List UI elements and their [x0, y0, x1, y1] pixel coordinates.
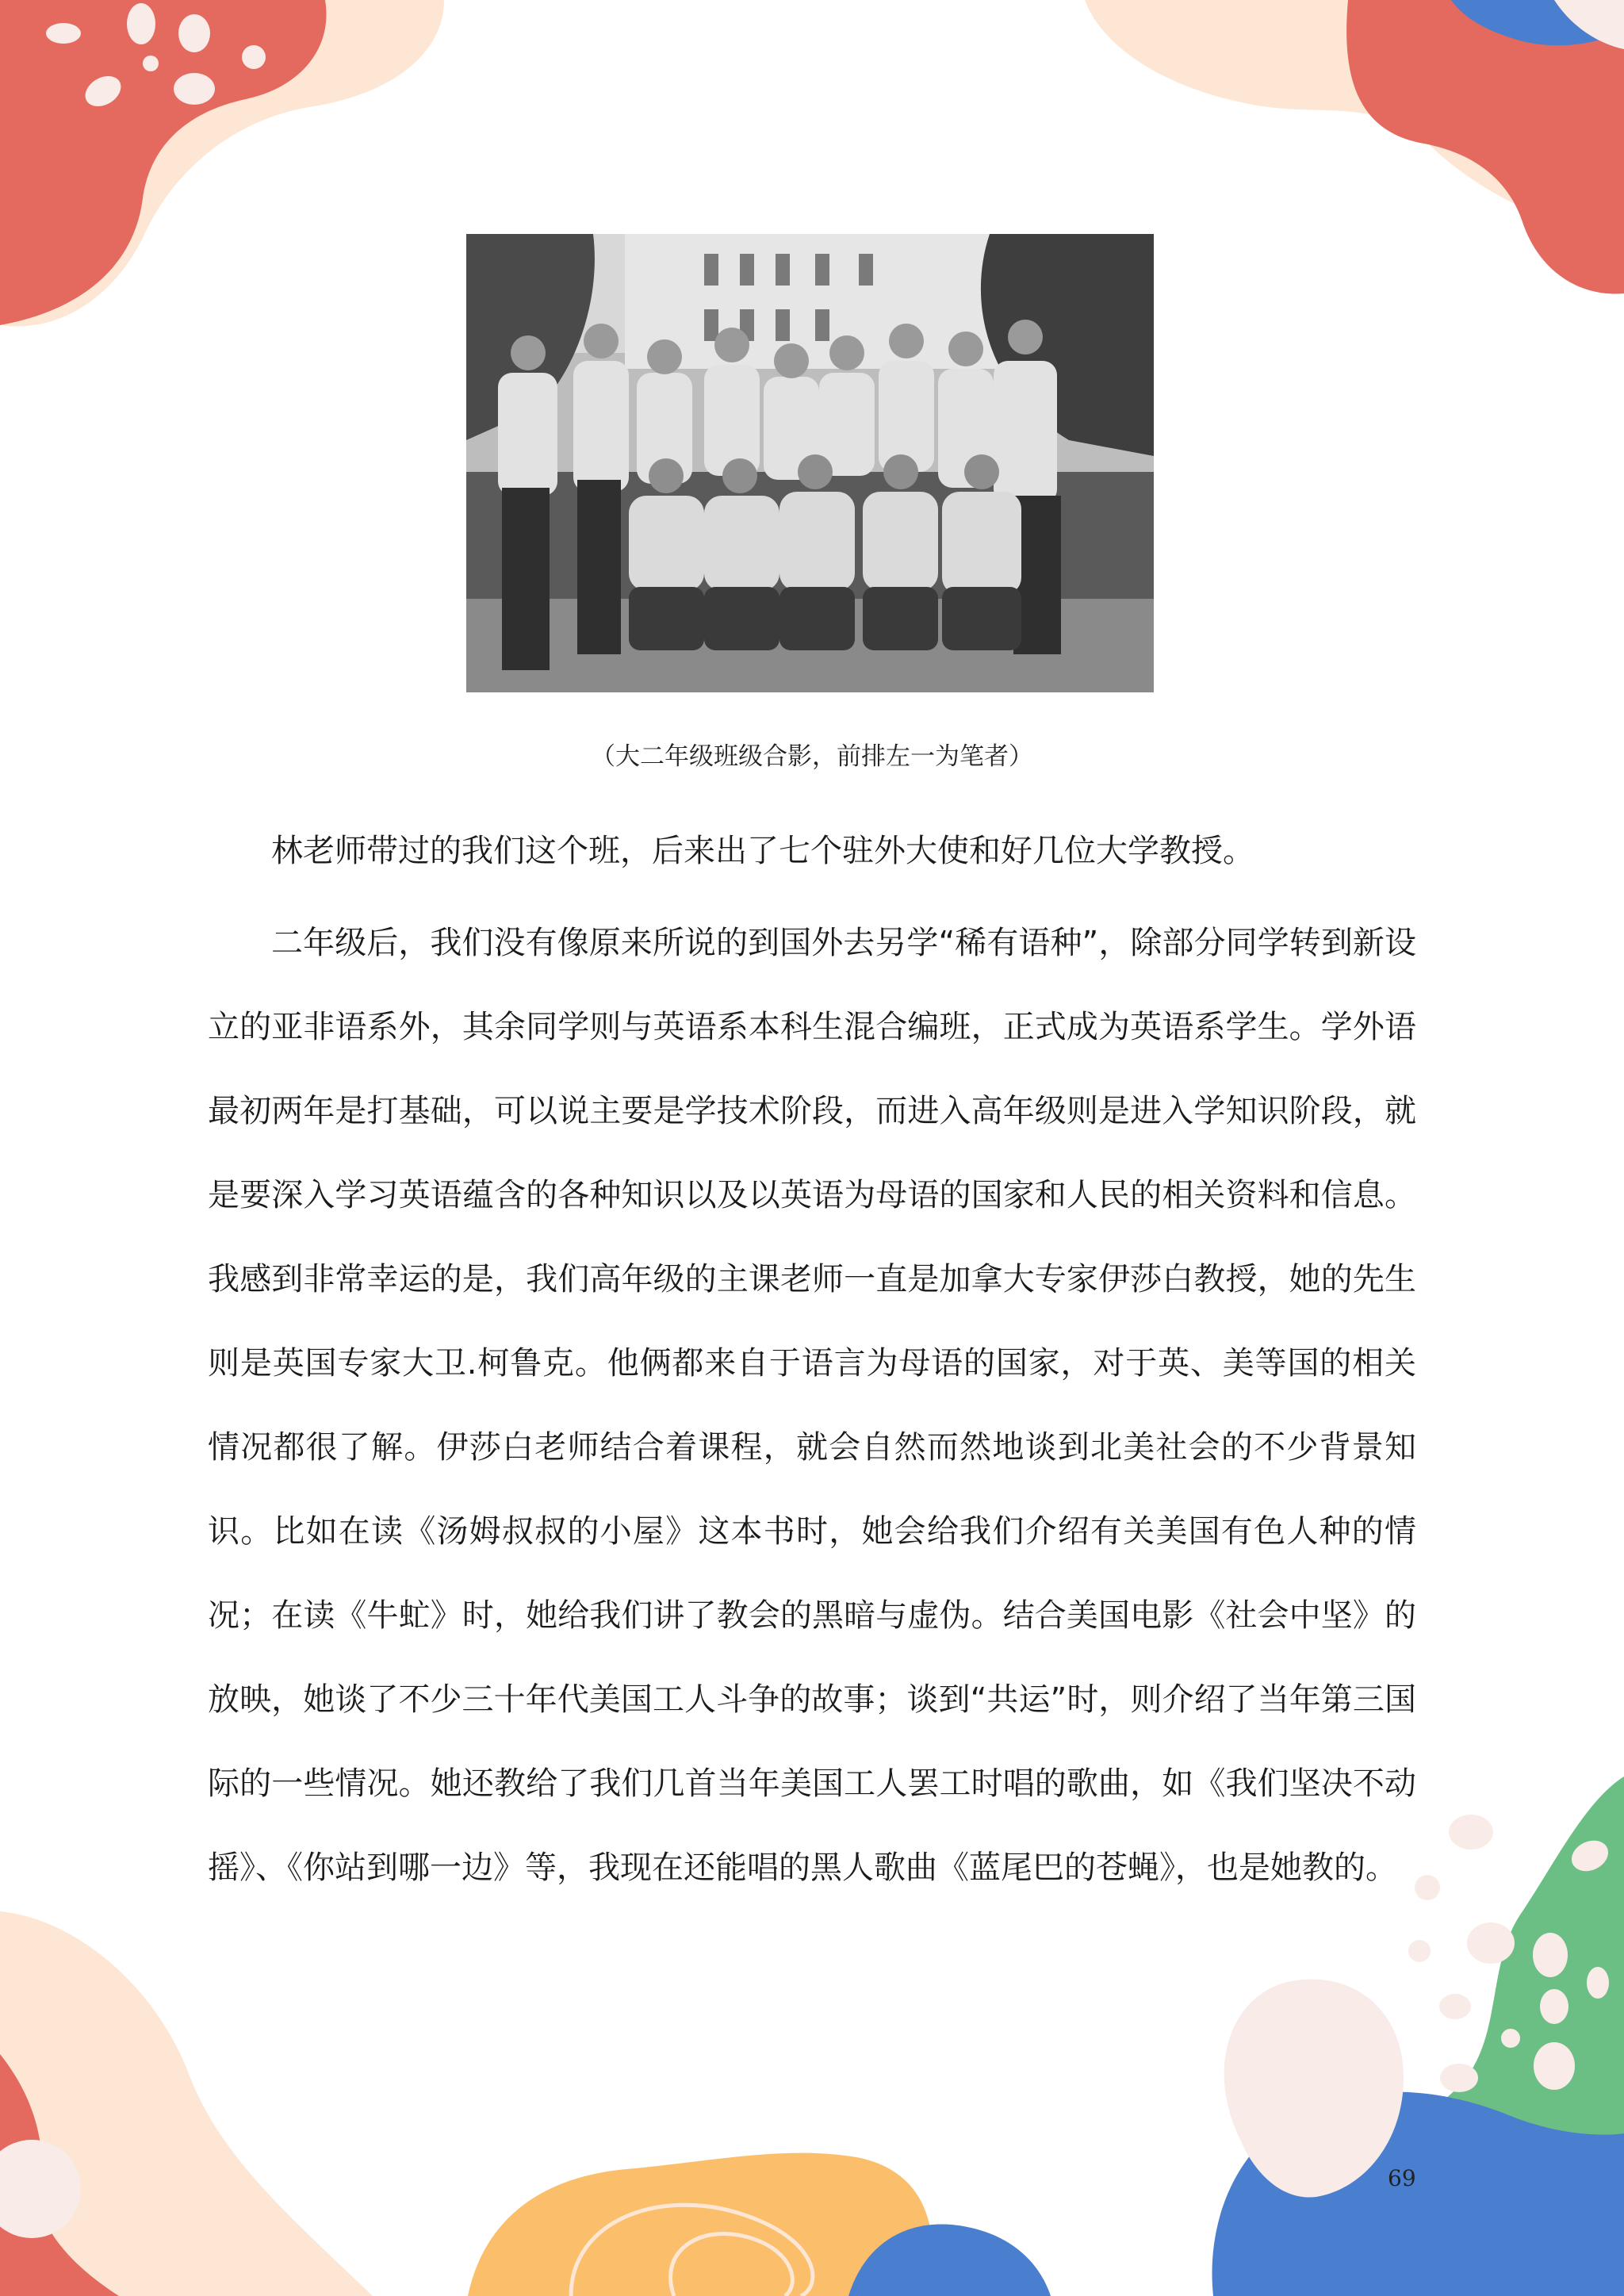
- paragraph-1: 林老师带过的我们这个班，后来出了七个驻外大使和好几位大学教授。: [271, 833, 1254, 869]
- photo-caption: （大二年级班级合影，前排左一为笔者）: [591, 742, 1033, 771]
- photo-illustration: [466, 234, 1154, 692]
- class-group-photo: [466, 234, 1154, 692]
- page-number: 69: [1388, 2165, 1416, 2191]
- paragraph-2: 二年级后，我们没有像原来所说的到国外去另学“稀有语种”，除部分同学转到新设立的亚非语系外，其余同学则与英语系本科生混合编班，正式成为英语系学生。学外语最初两年是打基础，可以说主要是学技术阶段，而进入高年级则是进入学知识阶段，就是要深入学习英语蕴含的各种知识以及以英语为母语的国家和人民的相关资料和信息。我感到非常幸运的是，我们高年级的主课老师一直是加拿大专家伊莎白教授，她的先生则是英国专家大卫.柯鲁克。他俩都来自于语言为母语的国家，对于英、美等国的相关情况都很了解。伊莎白老师结合着课程，就会自然而然地谈到北美社会的不少背景知识。比如在读《汤姆叔叔的小屋》这本书时，她会给我们介绍有关美国有色人种的情况；在读《牛虻》时，她给我们讲了教会的黑暗与虚伪。结合美国电影《社会中坚》的放映，她谈了不少三十年代美国工人斗争的故事；谈到“共运”时，则介绍了当年第三国际的一些情况。她还教给了我们几首当年美国工人罢工时唱的歌曲，如《我们坚决不动摇》、《你站到哪一边》等，我现在还能唱的黑人歌曲《蓝尾巴的苍蝇》，也是她教的。: [208, 925, 1416, 1886]
- blob-bottom-left-peach: [0, 1911, 373, 2296]
- blob-top-right-coral: [1346, 0, 1624, 293]
- article-body: [208, 809, 1416, 1910]
